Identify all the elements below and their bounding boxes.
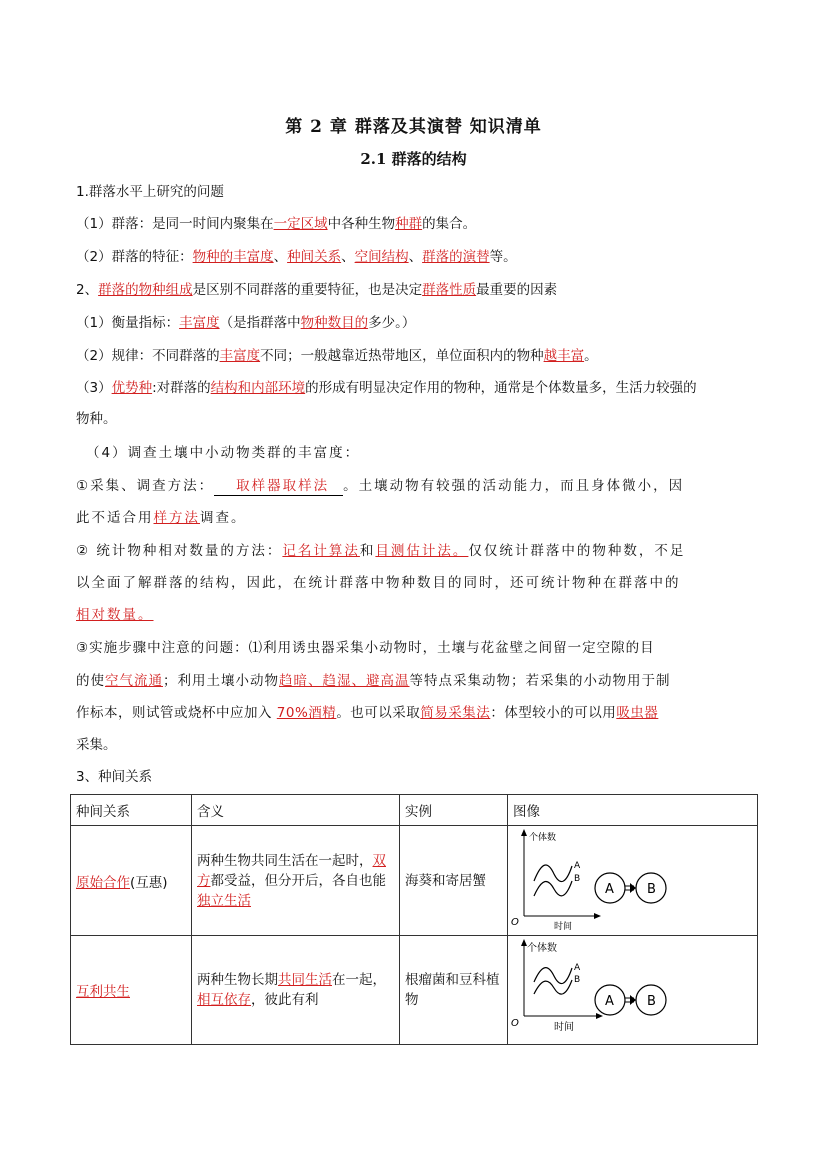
s2-heading: 2、群落的物种组成是区别不同群落的重要特征，也是决定群落性质最重要的因素 — [76, 282, 558, 298]
x-axis-arrow — [596, 1013, 603, 1019]
x-axis-arrow — [594, 913, 601, 919]
s2-m2: ② 统计物种相对数量的方法：记名计算法和目测估计法。仅仅统计群落中的物种数，不足 — [76, 543, 686, 559]
s2-m3-cont: 的使空气流通；利用土壤小动物趋暗、趋湿、避高温等特点采集动物；若采集的小动物用于制 — [76, 673, 671, 689]
s2-p2: （2）规律：不同群落的丰富度不同；一般越靠近热带地区，单位面积内的物种越丰富。 — [76, 348, 598, 364]
graph-cell — [508, 936, 758, 1045]
origin-label: O — [511, 1018, 519, 1029]
curve-b — [534, 980, 572, 994]
s2-m2-cont2: 相对数量。 — [76, 607, 154, 623]
s2-m1-cont: 此不适合用样方法调查。 — [76, 510, 247, 526]
header-cell: 实例 — [400, 795, 508, 826]
s2-m1: ①采集、调查方法： 取样器取样法 。土壤动物有较强的活动能力，而且身体微小，因 — [76, 478, 685, 494]
s2-m3-cont2: 作标本，则试管或烧杯中应加入 70%酒精。也可以采取简易采集法：体型较小的可以用吸虫器 — [76, 705, 659, 721]
y-axis-arrow — [521, 829, 527, 836]
s2-p3-cont: 物种。 — [76, 411, 117, 427]
population-graph — [508, 936, 753, 1040]
page-title: 第 2 章 群落及其演替 知识清单 — [285, 117, 542, 137]
relation-name-cell: 原始合作(互惠) — [71, 826, 192, 936]
table-row — [71, 936, 758, 1045]
s2-p1: （1）衡量指标：丰富度（是指群落中物种数目的多少。） — [76, 315, 416, 331]
example-cell: 根瘤菌和豆科植物 — [400, 936, 508, 1045]
x-axis-label: 时间 — [554, 1022, 574, 1033]
s2-m3: ③实施步骤中注意的问题：⑴利用诱虫器采集小动物时，土壤与花盆壁之间留一定空隙的目 — [76, 640, 655, 656]
meaning-cell: 两种生物长期共同生活在一起，相互依存，彼此有利 — [192, 936, 400, 1045]
curve-a — [534, 968, 572, 984]
s2-m2-cont: 以全面了解群落的结构，因此，在统计群落中物种数目的同时，还可统计物种在群落中的 — [76, 575, 681, 591]
organism-a-label: A — [605, 994, 614, 1009]
curve-b-label: B — [574, 874, 581, 884]
curve-a-label: A — [574, 963, 581, 973]
s1-p2: （2）群落的特征：物种的丰富度、种间关系、空间结构、群落的演替等。 — [76, 249, 517, 265]
organism-a-label: A — [605, 882, 614, 897]
s2-m3-cont3: 采集。 — [76, 737, 117, 753]
s1-heading: 1.群落水平上研究的问题 — [76, 184, 224, 200]
curve-a-label: A — [574, 861, 581, 871]
meaning-cell: 两种生物共同生活在一起时，双方都受益，但分开后，各自也能独立生活 — [192, 826, 400, 936]
relation-name-cell: 互利共生 — [71, 936, 192, 1045]
s3-heading: 3、种间关系 — [76, 769, 153, 785]
organism-b-label: B — [647, 882, 656, 897]
link-arrow — [630, 995, 636, 1005]
curve-a — [534, 865, 572, 882]
curve-b-label: B — [574, 975, 581, 985]
curve-b — [534, 881, 572, 896]
header-cell: 含义 — [192, 795, 400, 826]
population-graph — [508, 826, 753, 931]
s2-p3: （3）优势种:对群落的结构和内部环境的形成有明显决定作用的物种，通常是个体数量多，生活力较强的 — [76, 380, 697, 396]
s1-p1: （1）群落：是同一时间内聚集在一定区域中各种生物种群的集合。 — [76, 216, 477, 232]
s2-p4: （4）调查土壤中小动物类群的丰富度： — [86, 445, 361, 461]
header-cell: 图像 — [508, 795, 758, 826]
graph-cell — [508, 826, 758, 936]
example-cell: 海葵和寄居蟹 — [400, 826, 508, 936]
relation-table — [70, 794, 758, 1045]
origin-label: O — [511, 917, 519, 928]
y-axis-label: 个体数 — [527, 943, 557, 954]
table-row — [71, 826, 758, 936]
header-cell: 种间关系 — [71, 795, 192, 826]
section-title: 2.1 群落的结构 — [360, 150, 467, 168]
table-header-row — [71, 795, 758, 826]
x-axis-label: 时间 — [554, 922, 573, 931]
organism-b-label: B — [647, 994, 656, 1009]
y-axis-label: 个体数 — [529, 833, 557, 843]
link-arrow — [630, 883, 636, 893]
